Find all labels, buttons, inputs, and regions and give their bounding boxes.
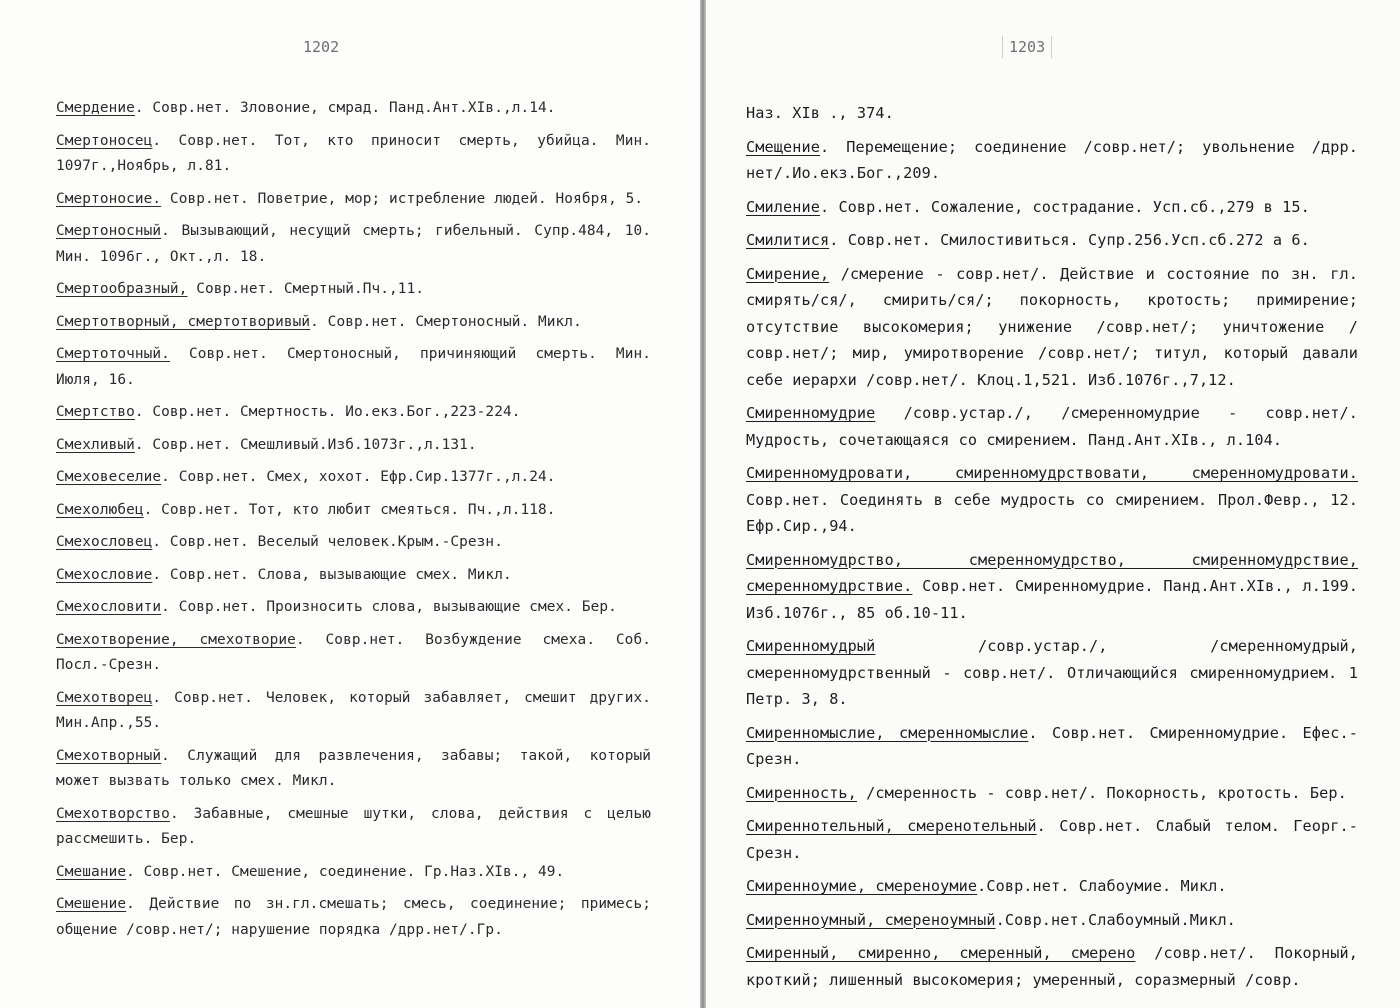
entry-headword: Смертство — [56, 404, 135, 420]
entry-headword: Смиренность, — [746, 783, 857, 802]
dictionary-entry — [746, 940, 1358, 993]
entry-definition: . Совр.нет. Смешливый.Изб.1073г.,л.131. — [134, 436, 477, 453]
dictionary-entry — [56, 892, 651, 943]
dictionary-entry — [746, 194, 1358, 221]
entry-headword: Смиренный, смиренно, смеренный, смерено — [746, 944, 1136, 962]
right-page — [706, 0, 1400, 1008]
entry-definition: . Совр.нет. Зловоние, смрад. Панд.Ант.XIв.,л.14. — [134, 100, 556, 116]
entry-headword: Смиреннотельный, смеренотельный — [746, 817, 1037, 835]
entry-headword: Смехотворный — [56, 747, 162, 764]
entry-definition: Совр.нет. Смертный.Пч.,11. — [187, 281, 425, 297]
entry-definition: /совр.нет/. Покорный, кроткий; лишенный высокомерия; умеренный, соразмерный /совр. — [746, 944, 1358, 989]
entry-definition: . Совр.нет. Сожаление, сострадание. Усп.сб.,279 в 15. — [819, 197, 1310, 216]
dictionary-entry — [56, 860, 651, 886]
entry-headword: Смирение, — [746, 264, 830, 283]
dictionary-entry — [746, 780, 1358, 807]
page-number: 1202 — [303, 38, 340, 56]
entry-headword: Смилитися — [746, 231, 830, 249]
entry-definition: . Совр.нет. Произносить слова, вызывающие смех. Бер. — [161, 599, 617, 615]
entry-headword: Смехословие — [56, 566, 153, 583]
dictionary-entry — [746, 720, 1358, 773]
entry-headword: Смердение — [56, 100, 135, 116]
entry-definition: .Совр.нет.Слабоумный.Микл. — [995, 910, 1236, 929]
entry-list — [56, 96, 651, 950]
dictionary-entry — [56, 129, 651, 180]
dictionary-entry — [746, 261, 1358, 394]
dictionary-entry — [746, 134, 1358, 187]
dictionary-entry — [56, 744, 651, 795]
dictionary-entry — [56, 802, 651, 853]
entry-headword: Смешание — [56, 863, 127, 880]
entry-definition: Совр.нет. Смертоносный, причиняющий смерть. Мин. Июля, 16. — [56, 346, 651, 388]
entry-headword: Смехливый — [56, 436, 135, 453]
entry-definition: . Вызывающий, несущий смерть; гибельный. Супр.484, 10. Мин. 1096г., Окт.,л. 18. — [56, 223, 651, 265]
dictionary-entry — [56, 96, 651, 122]
dictionary-entry — [746, 227, 1358, 254]
dictionary-entry — [746, 460, 1358, 540]
entry-definition: . Совр.нет. Возбуждение смеха. Соб. Посл.-Срезн. — [56, 631, 651, 673]
entry-headword: Смиренномудрие — [746, 404, 876, 422]
entry-definition: . Совр.нет. Смиренномудрие. Ефес.-Срезн. — [746, 723, 1358, 768]
dictionary-entry — [746, 400, 1358, 453]
dictionary-entry — [56, 219, 651, 270]
entry-headword: Смешение — [56, 896, 127, 912]
entry-headword: Смертоточный. — [56, 346, 170, 362]
entry-definition: . Перемещение; соединение /совр.нет/; увольнение /дрр. нет/.Ио.екз.Бог.,209. — [746, 137, 1358, 182]
dictionary-entry — [56, 310, 651, 336]
entry-definition: Совр.нет. Смиренномудрие. Панд.Ант.XIв., л.199. Изб.1076г., 85 об.10-11. — [746, 577, 1358, 622]
entry-headword: Смиренномудрство, смеренномудрство, смиренномудрствие, смеренномудрствие. — [746, 550, 1358, 595]
entry-list — [746, 100, 1358, 1000]
entry-definition: /смеренность - совр.нет/. Покорность, кротость. Бер. — [856, 783, 1347, 802]
entry-headword: Смиренномудрый — [746, 637, 876, 655]
entry-headword: Смиренномудровати, смиренномудрствовати, смеренномудровати. — [746, 464, 1358, 482]
entry-definition: .Совр.нет. Слабоумие. Микл. — [977, 877, 1227, 895]
entry-headword: Смиренноумный, смереноумный — [746, 910, 996, 929]
entry-headword: Смехословити — [56, 599, 162, 615]
dictionary-entry — [56, 465, 651, 491]
entry-definition: . Совр.нет. Смертность. Ио.екз.Бог.,223-224. — [134, 404, 521, 420]
entry-definition: . Совр.нет. Слабый телом. Георг.-Срезн. — [746, 817, 1358, 862]
dictionary-entry — [56, 342, 651, 393]
entry-headword: Смехолюбец — [56, 501, 144, 518]
dictionary-entry — [56, 563, 651, 589]
entry-definition: . Совр.нет. Тот, кто приносит смерть, убийца. Мин. 1097г.,Ноябрь, л.81. — [56, 132, 651, 174]
entry-definition: Совр.нет. Соединять в себе мудрость со смирением. Прол.Февр., 12. Ефр.Сир.,94. — [746, 490, 1358, 535]
dictionary-entry — [56, 595, 651, 621]
entry-headword: Смертоносный — [56, 223, 162, 239]
entry-definition: . Служащий для развлечения, забавы; такой, который может вызвать только смех. Микл. — [56, 747, 651, 789]
dictionary-entry — [746, 100, 1358, 127]
dictionary-entry — [56, 433, 651, 459]
entry-definition: . Забавные, смешные шутки, слова, действия с целью рассмешить. Бер. — [56, 805, 651, 847]
entry-headword: Смещение — [746, 137, 820, 156]
dictionary-entry — [746, 633, 1358, 713]
entry-headword: Смертоносие. — [56, 190, 162, 207]
entry-headword: Смертотворный, смертотворивый — [56, 313, 311, 330]
entry-definition: /совр.устар./, /смеренномудрие - совр.нет/. Мудрость, сочетающаяся со смирением. Панд.Ант.XIв., л.104. — [746, 404, 1358, 449]
entry-definition: . Действие по зн.гл.смешать; смесь, соединение; примесь; общение /совр.нет/; нарушение порядка /дрр.нет/.Гр. — [56, 896, 651, 938]
entry-headword: Смехотворение, смехотворие — [56, 631, 296, 648]
entry-headword: Смехотворство — [56, 805, 170, 822]
dictionary-entry — [56, 628, 651, 679]
entry-definition: . Совр.нет. Тот, кто любит смеяться. Пч.,л.118. — [143, 501, 556, 518]
entry-definition: . Совр.нет. Смех, хохот. Ефр.Сир.1377г.,л.24. — [161, 469, 556, 485]
entry-definition: . Совр.нет. Смешение, соединение. Гр.Наз.XIв., 49. — [126, 863, 565, 880]
entry-definition: . Совр.нет. Смилостивиться. Супр.256.Усп.сб.272 а 6. — [829, 231, 1310, 249]
dictionary-entry — [746, 907, 1358, 934]
dictionary-entry — [56, 530, 651, 556]
entry-headword: Смехословец — [56, 534, 153, 550]
entry-headword: Смиренноумие, смереноумие — [746, 877, 978, 895]
entry-headword: Смиление — [746, 197, 820, 216]
dictionary-entry — [56, 686, 651, 737]
entry-definition: Наз. XIв ., 374. — [746, 104, 894, 122]
entry-definition: Совр.нет. Поветрие, мор; истребление людей. Ноября, 5. — [161, 190, 644, 207]
dictionary-entry — [56, 498, 651, 524]
entry-definition: . Совр.нет. Веселый человек.Крым.-Срезн. — [152, 534, 503, 550]
entry-headword: Смертообразный, — [56, 281, 188, 297]
page-number: 1203 — [1002, 36, 1052, 58]
entry-headword: Смертоносец — [56, 132, 153, 149]
entry-definition: . Совр.нет. Слова, вызывающие смех. Микл. — [152, 566, 512, 583]
entry-headword: Смехотворец — [56, 689, 153, 706]
dictionary-entry — [746, 813, 1358, 866]
dictionary-entry — [56, 187, 651, 213]
entry-definition: . Совр.нет. Человек, который забавляет, смешит других. Мин.Апр.,55. — [56, 689, 651, 731]
dictionary-entry — [56, 277, 651, 303]
entry-definition: /совр.устар./, /смеренномудрый, смеренномудрственный - совр.нет/. Отличающийся смиренномудрием. 1 Петр. 3, 8. — [746, 637, 1358, 708]
entry-definition: /смерение - совр.нет/. Действие и состояние по зн. гл. смирять/ся/, смирить/ся/; покорность, кротость; примирение; отсутствие высокомерия; унижение /совр.нет/; уничтожение /совр.нет/; мир, умиротворение /совр.нет/; титул, который давали себе иерархи /совр.нет/. Клоц.1,521. Изб.1076г.,7,12. — [746, 264, 1358, 389]
entry-headword: Смеховеселие — [56, 469, 162, 485]
dictionary-entry — [746, 547, 1358, 627]
dictionary-entry — [746, 873, 1358, 900]
entry-headword: Смиренномыслие, смеренномыслие — [746, 723, 1029, 742]
dictionary-entry — [56, 400, 651, 426]
entry-definition: . Совр.нет. Смертоносный. Микл. — [310, 313, 582, 330]
